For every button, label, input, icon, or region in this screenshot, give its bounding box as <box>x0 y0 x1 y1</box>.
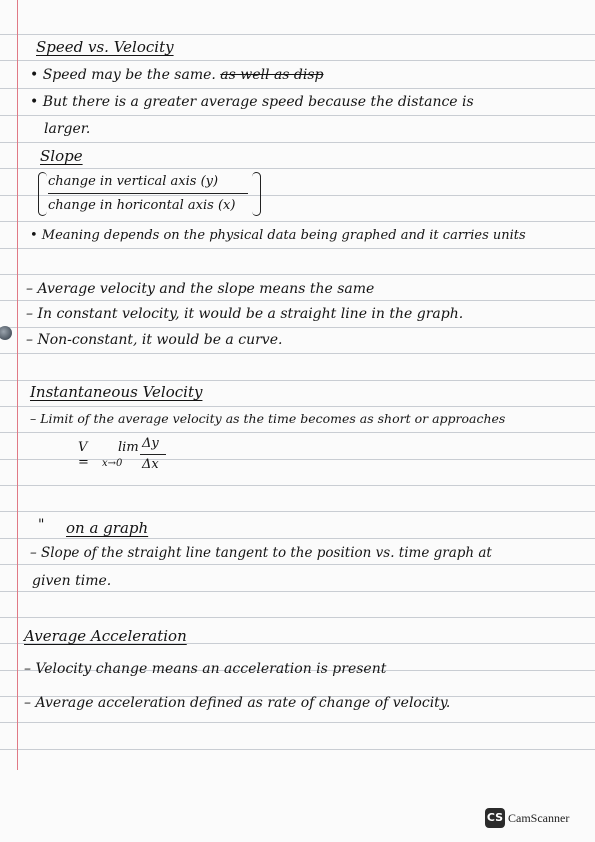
rule-line <box>0 195 595 196</box>
rule-line <box>0 722 595 723</box>
formula-lim: lim <box>118 440 139 455</box>
note-line: – Average velocity and the slope means the same <box>26 281 375 297</box>
heading-average-acceleration: Average Acceleration <box>24 627 187 645</box>
note-line: – In constant velocity, it would be a straight line in the graph. <box>26 306 464 322</box>
note-text: • Speed may be the same. <box>30 67 216 83</box>
rule-line <box>0 432 595 433</box>
note-line: larger. <box>44 121 91 137</box>
formula-denominator: Δx <box>142 457 159 472</box>
rule-line <box>0 380 595 381</box>
rule-line <box>0 327 595 328</box>
note-line: – Average acceleration defined as rate of change of velocity. <box>24 695 451 711</box>
rule-line <box>0 88 595 89</box>
fraction-bar <box>48 193 248 194</box>
binder-hole <box>0 326 12 340</box>
formula-numerator: Δy <box>142 436 159 451</box>
rule-line <box>0 168 595 169</box>
margin-line <box>17 0 18 770</box>
formula-lhs: V = <box>78 440 89 470</box>
note-line: – Velocity change means an acceleration is present <box>24 661 387 677</box>
rule-line <box>0 538 595 539</box>
rule-line <box>0 511 595 512</box>
rule-line <box>0 459 595 460</box>
ditto-mark: " <box>38 517 45 533</box>
note-line: – Slope of the straight line tangent to the position vs. time graph at <box>30 545 492 561</box>
note-line: • Meaning depends on the physical data being graphed and it carries units <box>30 228 526 243</box>
rule-line <box>0 34 595 35</box>
rule-line <box>0 564 595 565</box>
fraction-denominator: change in horicontal axis (x) <box>48 198 236 213</box>
rule-line <box>0 274 595 275</box>
rule-line <box>0 749 595 750</box>
formula-fraction-bar <box>140 454 166 455</box>
rule-line <box>0 485 595 486</box>
right-parenthesis <box>252 172 261 216</box>
formula-subscript: x→0 <box>102 458 123 469</box>
camscanner-label: CamScanner <box>508 811 570 825</box>
heading-on-a-graph: on a graph <box>66 519 149 537</box>
heading-speed-vs-velocity: Speed vs. Velocity <box>36 38 174 56</box>
rule-line <box>0 300 595 301</box>
note-line: given time. <box>32 573 112 589</box>
rule-line <box>0 142 595 143</box>
rule-line <box>0 591 595 592</box>
rule-line <box>0 353 595 354</box>
note-line: • But there is a greater average speed because the distance is <box>30 94 474 110</box>
struck-text: as well as disp <box>220 67 324 83</box>
camscanner-logo-icon: CS <box>485 808 505 828</box>
note-line <box>30 66 324 84</box>
rule-line <box>0 221 595 222</box>
left-parenthesis <box>38 172 47 216</box>
heading-instantaneous-velocity: Instantaneous Velocity <box>30 383 203 401</box>
note-line: – Limit of the average velocity as the time becomes as short or approaches <box>30 411 506 426</box>
fraction-numerator: change in vertical axis (y) <box>48 174 219 189</box>
rule-line <box>0 617 595 618</box>
rule-line <box>0 248 595 249</box>
rule-line <box>0 60 595 61</box>
note-line: – Non-constant, it would be a curve. <box>26 332 283 348</box>
rule-line <box>0 406 595 407</box>
rule-line <box>0 115 595 116</box>
heading-slope: Slope <box>40 147 83 165</box>
